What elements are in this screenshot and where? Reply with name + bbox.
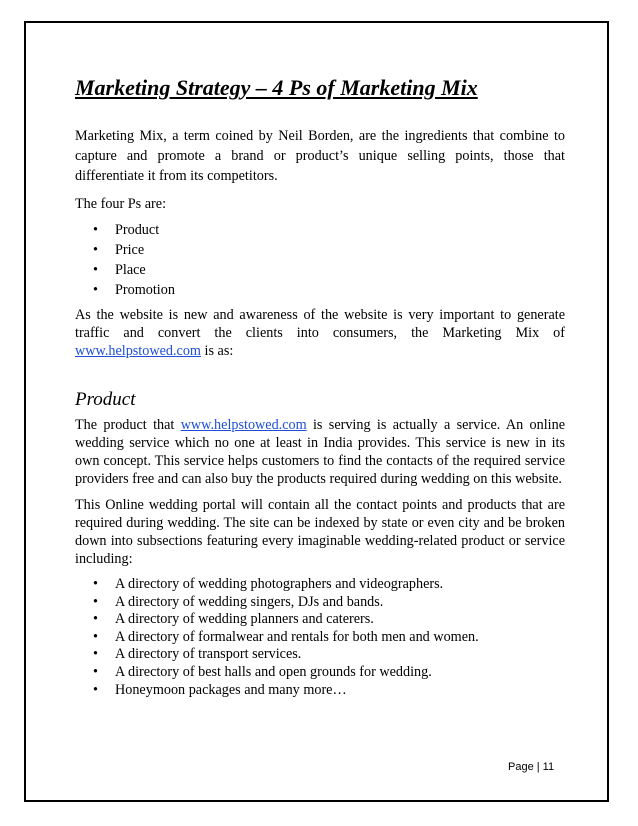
page-title: Marketing Strategy – 4 Ps of Marketing Mix (75, 75, 478, 100)
bullet-icon: • (93, 681, 98, 698)
bullet-icon: • (93, 242, 98, 258)
four-ps-label: The four Ps are: (75, 196, 167, 212)
website-link[interactable]: www.helpstowed.com (75, 343, 201, 359)
list-item: • A directory of best halls and open grounds for wedding. (93, 663, 432, 680)
list-item: • A directory of wedding photographers and videographers. (93, 576, 444, 592)
list-item: • Price (93, 242, 145, 258)
list-item: • A directory of formalwear and rentals for both men and women. (93, 628, 479, 645)
list-item: • A directory of wedding planners and caterers. (93, 611, 374, 628)
page-content (75, 74, 565, 699)
bullet-icon: • (93, 262, 98, 278)
product-paragraph: The product that www.helpstowed.com is serving is actually a service. An online wedding service which no one at least in India provides. This service is new in its own concept. This service helps customers to find the contacts of the required service providers free and can also buy the products required during wedding on this website. (75, 417, 565, 487)
page-number: Page | 11 (508, 761, 555, 773)
intro-paragraph: Marketing Mix, a term coined by Neil Borden, are the ingredients that combine to capture and promote a brand or product’s unique selling points, those that differentiate it from its competitors. (75, 128, 565, 184)
bullet-icon: • (93, 646, 98, 663)
bullet-icon: • (93, 222, 98, 238)
bullet-icon: • (93, 611, 98, 628)
list-item: • Promotion (93, 282, 175, 298)
portal-paragraph: This Online wedding portal will contain all the contact points and products that are required during wedding. The site can be indexed by state or even city and be broken down into subsections featuring every imaginable wedding-related product or service including: (75, 497, 565, 567)
product-heading: Product (75, 389, 136, 410)
website-paragraph: As the website is new and awareness of the website is very important to generate traffic and convert the clients into consumers, the Marketing Mix of www.helpstowed.com is as: (75, 307, 565, 359)
bullet-icon: • (93, 593, 98, 610)
list-item: • A directory of transport services. (93, 646, 302, 663)
list-item: • Place (93, 262, 146, 278)
four-ps-list (75, 220, 565, 300)
bullet-icon: • (93, 628, 98, 645)
services-list (75, 576, 565, 699)
bullet-icon: • (93, 576, 98, 592)
product-link[interactable]: www.helpstowed.com (180, 417, 307, 433)
list-item: • Honeymoon packages and many more… (93, 681, 347, 698)
bullet-icon: • (93, 663, 98, 680)
bullet-icon: • (93, 282, 98, 298)
list-item: • Product (93, 222, 160, 238)
list-item: • A directory of wedding singers, DJs and bands. (93, 593, 384, 610)
